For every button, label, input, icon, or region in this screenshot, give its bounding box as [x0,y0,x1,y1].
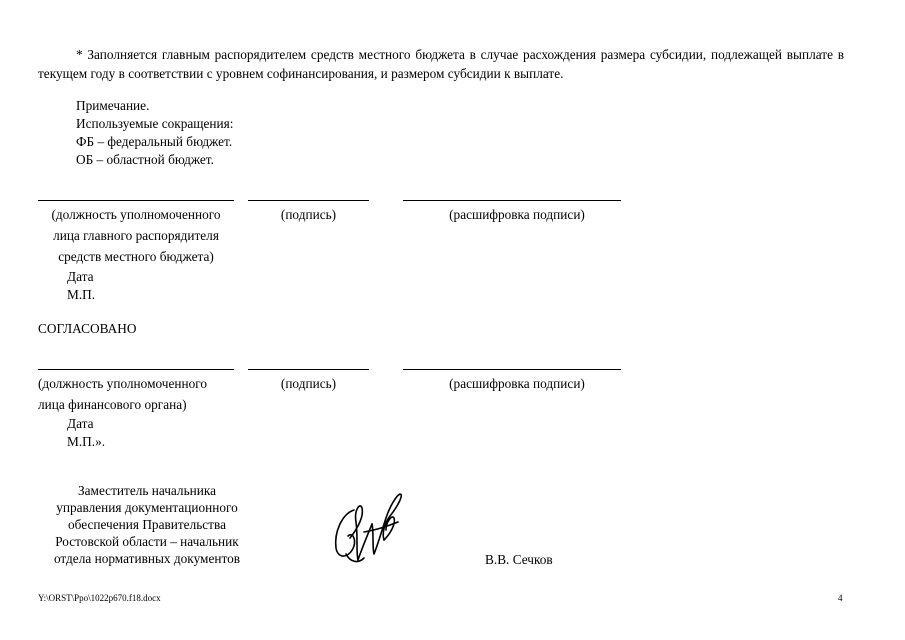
date-label: Дата [67,416,94,431]
position-caption-line: (должность уполномоченного [51,207,221,222]
signature-line [248,200,369,201]
signature-line [248,369,369,370]
abbreviation-fb: ФБ – федеральный бюджет. [76,134,233,149]
signatory-title-line: Ростовской области – начальник [55,534,239,549]
decoding-line [403,200,621,201]
position-caption [30,204,242,267]
signatory-title-line: отдела нормативных документов [53,551,241,566]
position-caption-line: средств местного бюджета) [58,249,214,264]
handwritten-signature [328,488,414,570]
signatory-name: В.В. Сечков [485,552,553,567]
signature-caption: (подпись) [280,207,337,222]
signatory-title [36,482,258,567]
position-caption-line: лица главного распорядителя [53,228,219,243]
file-path: Y:\ORST\Ppo\1022p670.f18.docx [38,593,161,603]
decoding-caption: (расшифровка подписи) [449,207,585,222]
abbreviation-ob: ОБ – областной бюджет. [76,152,214,167]
position-caption-line: лица финансового органа) [38,397,187,412]
decoding-line [403,369,621,370]
agreed-heading: СОГЛАСОВАНО [38,321,137,336]
position-line [38,200,234,201]
decoding-caption: (расшифровка подписи) [449,376,585,391]
signatory-title-line: Заместитель начальника [77,483,217,498]
signature-caption: (подпись) [280,376,337,391]
signatory-title-line: управления документационного [56,500,238,515]
position-line [38,369,234,370]
abbreviations-heading: Используемые сокращения: [76,116,234,131]
position-caption-line: (должность уполномоченного [38,376,208,391]
footnote-paragraph: * Заполняется главным распорядителем средств местного бюджета в случае расхождения размера субсидии, подлежащей выплате в текущем году в соответствии с уровнем софинансирования, и размером субсидии к выплате. [38,47,844,81]
date-label: Дата [67,269,94,284]
remark-title: Примечание. [76,98,150,113]
page-number: 4 [838,593,843,603]
seal-label: М.П. [67,287,96,302]
seal-label: М.П.». [67,434,106,449]
position-caption [38,373,234,415]
signatory-title-line: обеспечения Правительства [68,517,226,532]
